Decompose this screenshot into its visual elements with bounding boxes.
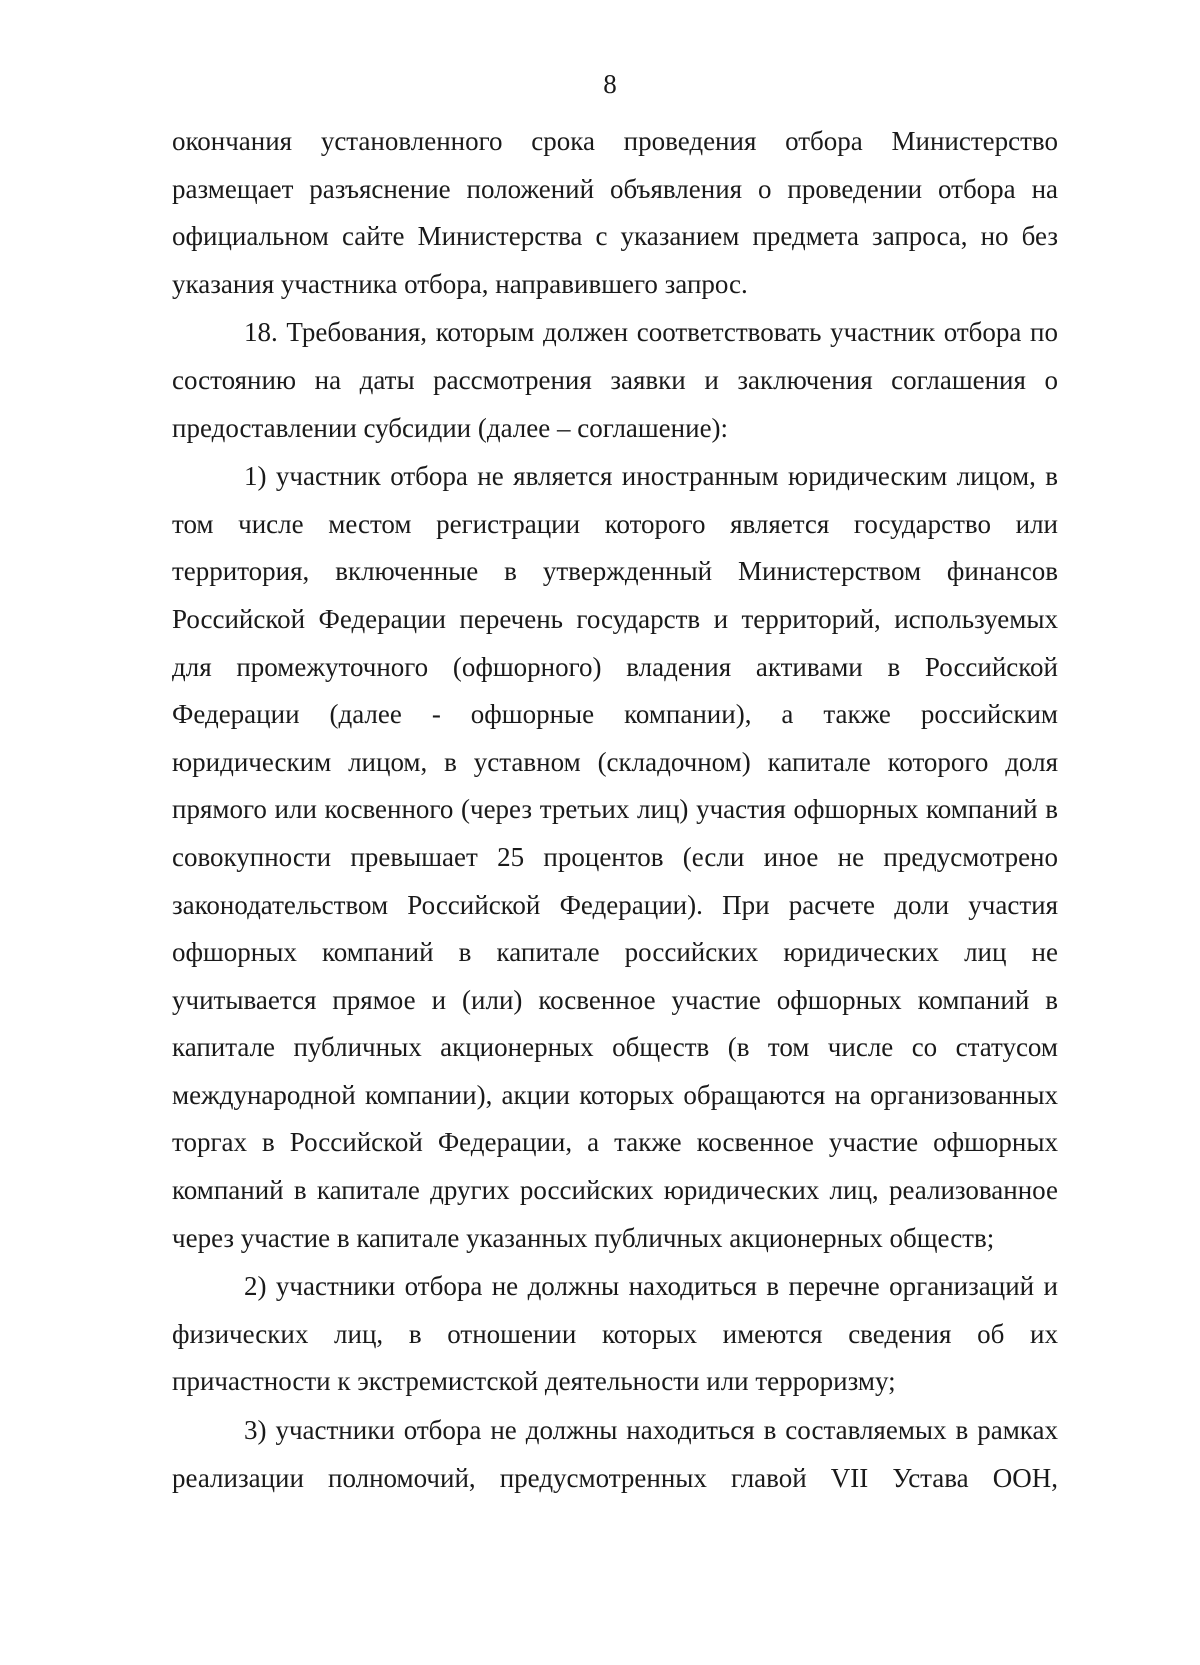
page-number: 8: [603, 69, 617, 99]
paragraph-item-18: 18. Требования, которым должен соответствовать участник отбора по состоянию на даты рассмотрения заявки и заключения соглашения о предоставлении субсидии (далее – соглашение):: [172, 317, 1058, 443]
document-body: [172, 118, 1058, 1502]
paragraph-continuation: окончания установленного срока проведения отбора Министерство размещает разъяснение положений объявления о проведении отбора на официальном сайте Министерства с указанием предмета запроса, но без указания участника отбора, направившего запрос.: [172, 126, 1058, 299]
paragraph-subitem-2: 2) участники отбора не должны находиться в перечне организаций и физических лиц, в отношении которых имеются сведения об их причастности к экстремистской деятельности или терроризму;: [172, 1271, 1058, 1397]
paragraph-subitem-3: 3) участники отбора не должны находиться в составляемых в рамках реализации полномочий, предусмотренных главой VII Устава ООН,: [172, 1415, 1058, 1493]
paragraph-subitem-1: 1) участник отбора не является иностранным юридическим лицом, в том числе местом регистрации которого является государство или территория, включенные в утвержденный Министерством финансов Российской Федерации перечень государств и территорий, используемых для промежуточного (офшорного) владения активами в Российской Федерации (далее - офшорные компании), а также российским юридическим лицом, в уставном (складочном) капитале которого доля прямого или косвенного (через третьих лиц) участия офшорных компаний в совокупности превышает 25 процентов (если иное не предусмотрено законодательством Российской Федерации). При расчете доли участия офшорных компаний в капитале российских юридических лиц не учитывается прямое и (или) косвенное участие офшорных компаний в капитале публичных акционерных обществ (в том числе со статусом международной компании), акции которых обращаются на организованных торгах в Российской Федерации, а также косвенное участие офшорных компаний в капитале других российских юридических лиц, реализованное через участие в капитале указанных публичных акционерных обществ;: [172, 461, 1058, 1253]
